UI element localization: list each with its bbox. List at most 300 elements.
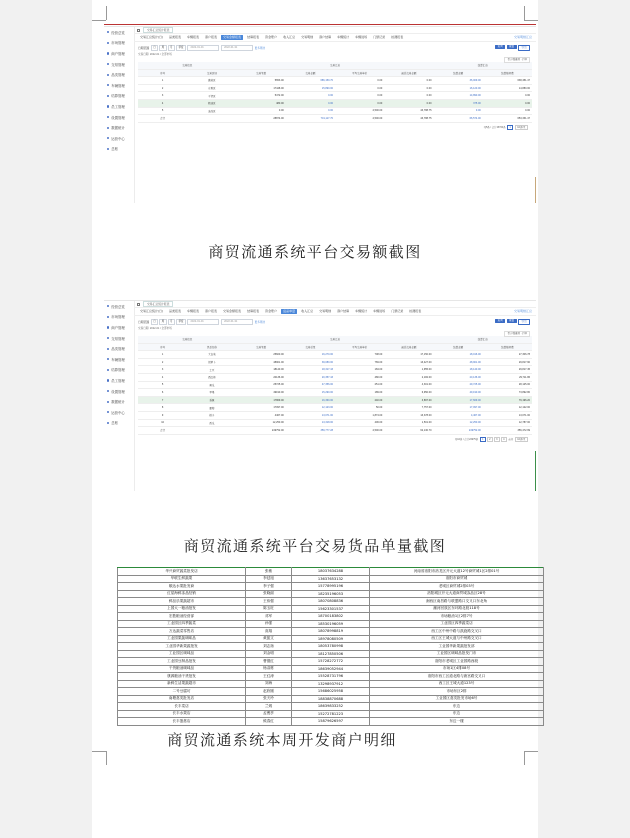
report-tab-11[interactable]: 车辆统计 [355, 309, 368, 313]
sidebar-item[interactable] [104, 386, 134, 397]
table-cell: 0.00 [335, 77, 384, 85]
merchant-cell: 18037634288 [292, 568, 370, 576]
sidebar-item[interactable] [104, 301, 134, 312]
merchant-cell: 西工区王城大道与中州路交叉口 [370, 635, 544, 643]
merchant-cell: 市场1区4排08号 [370, 665, 544, 673]
sidebar-item[interactable] [104, 365, 134, 376]
report-tab[interactable]: 交易汇总统计报表 [143, 301, 173, 308]
sidebar-item-label: 交易管理 [111, 62, 125, 67]
merchant-cell: 工业园果蔬调味品 [118, 635, 246, 643]
merchant-cell: 王红涛 [246, 673, 292, 681]
table-cell: 480.00 [335, 373, 384, 381]
home-icon[interactable] [137, 29, 140, 32]
table-cell: 39,080.00 [286, 358, 335, 366]
merchant-cell: 工业园区禽类批发市场6号 [370, 695, 544, 703]
merchant-cell: 瀍河回族区东环路北段118号 [370, 605, 544, 613]
table-cell: 4,500.00 [335, 427, 384, 435]
caption-trade-amount: 商贸流通系统平台交易额截图 [208, 243, 422, 261]
sidebar-item-label: 商户管理 [111, 51, 125, 56]
merchant-cell: 长丰水果店 [118, 710, 246, 718]
merchant-cell: 河南省洛阳市洛龙区开元大道12号商贸城1区2排01号 [370, 568, 544, 576]
report-tab-12[interactable]: 门禁记录 [373, 35, 386, 39]
table-cell: 20,136.00 [434, 373, 483, 381]
merchant-row [118, 665, 544, 673]
table-cell: 冻品区 [187, 107, 236, 115]
sidebar-item[interactable] [104, 38, 134, 49]
report-tab-9[interactable]: 商户结算 [319, 35, 332, 39]
table-cell: 13,071.00 [483, 411, 532, 419]
report-tab-1[interactable]: 品类报表 [169, 35, 182, 39]
table-cell: 240.00 [335, 396, 384, 404]
merchant-cell: 张天玲 [246, 695, 292, 703]
report-tab-13[interactable]: 门禁记录 [391, 309, 404, 313]
goto-label: 前往 [508, 438, 514, 442]
menu-dot-icon [107, 52, 109, 54]
table-cell: 47,356.00 [286, 381, 335, 389]
report-tab-13[interactable]: 检测报表 [391, 35, 404, 39]
merchant-cell: 市场东区2排 [370, 688, 544, 696]
sidebar-item-label: 设置管理 [111, 115, 125, 120]
menu-dot-icon [107, 358, 109, 360]
merchant-cell: 18530196059 [292, 620, 370, 628]
table-row[interactable] [138, 92, 532, 100]
merchant-row [118, 688, 544, 696]
column-header: 结算金额 [434, 343, 483, 351]
table-cell: 14,890.00 [434, 92, 483, 100]
table-row[interactable] [138, 358, 532, 366]
merchant-cell: 刘金明 [246, 650, 292, 658]
detail-summary-link[interactable]: 交易明细汇总 [513, 35, 532, 39]
merchant-cell: 新鲜生活果蔬超市 [118, 680, 246, 688]
sidebar-item[interactable] [104, 144, 134, 155]
column-header: 平均交易单价 [335, 343, 384, 351]
sidebar-item-label: 经营总览 [111, 304, 125, 309]
merchant-row [118, 635, 544, 643]
merchant-cell: 洛阳市老城区工业园路西段 [370, 658, 544, 666]
period-chip[interactable]: 季度 [176, 45, 186, 51]
sidebar-item[interactable] [104, 312, 134, 323]
merchant-cell: 工业园区调味品 [118, 650, 246, 658]
sidebar-item[interactable] [104, 122, 134, 133]
table-cell: 29,817.45 [483, 366, 532, 374]
report-nav [134, 34, 536, 42]
table-cell: 西红柿 [187, 373, 236, 381]
sidebar-item-label: 交易管理 [111, 336, 125, 341]
table-cell: 16,120.00 [434, 84, 483, 92]
merchant-cell: 18235196053 [292, 590, 370, 598]
column-header: 最高交易金额 [384, 343, 433, 351]
merchant-cell: 洛阳市西工区道北路与唐宫路交叉口 [370, 673, 544, 681]
export-button[interactable]: 导出 [518, 319, 530, 325]
main-panel [134, 27, 536, 203]
report-tab-3[interactable]: 商户报表 [205, 309, 218, 313]
table-cell: 5 [138, 381, 187, 389]
table-cell: 0.00 [483, 92, 532, 100]
merchant-cell: 刘志扬 [246, 643, 292, 651]
sidebar-item[interactable] [104, 91, 134, 102]
table-row[interactable] [138, 107, 532, 115]
merchant-row [118, 695, 544, 703]
date-to-input[interactable]: 2022-01-31 [221, 319, 253, 325]
crop-mark-top-left-v [106, 6, 107, 20]
page-button[interactable]: 3 [494, 437, 500, 442]
menu-dot-icon [107, 127, 109, 129]
table-cell: 6,950.00 [384, 389, 433, 397]
pagination-total: 共10条 / 合计24975条 [454, 438, 479, 442]
report-tab-2[interactable]: 车辆报表 [187, 309, 200, 313]
table-cell: 28,125.00 [483, 381, 532, 389]
merchant-cell: 18127850506 [292, 650, 370, 658]
table-cell: 66,574.00 [434, 115, 483, 123]
column-header: 结算服务费 [483, 343, 532, 351]
period-chip[interactable]: 日 [151, 45, 158, 51]
period-chip[interactable]: 周 [159, 45, 166, 51]
merchant-cell: 15623301537 [292, 605, 370, 613]
table-cell: 20136.00 [237, 373, 286, 381]
merchant-cell: 刘海 [246, 680, 292, 688]
sidebar-item-label: 品类管理 [111, 73, 125, 78]
merchant-cell: 15778995196 [292, 583, 370, 591]
merchant-cell: 长丰菜店 [118, 703, 246, 711]
table-cell: 36,009.00 [434, 77, 483, 85]
merchant-cell: 王伟强 [246, 598, 292, 606]
query-summary: 交易日期: 2022-01 / 全部市场 [138, 53, 172, 56]
column-header: 结算金额 [434, 69, 483, 77]
report-tab-3[interactable]: 商户报表 [205, 35, 218, 39]
column-header: 序号 [138, 69, 187, 77]
more-filters-link[interactable]: 更多筛选 [254, 321, 266, 324]
more-filters-link[interactable]: 更多筛选 [254, 47, 266, 50]
period-chip[interactable]: 月 [168, 319, 175, 325]
merchant-cell: 黄振文 [246, 635, 292, 643]
merchant-cell: 杨双栋 [246, 665, 292, 673]
merchant-cell: 赵欣刚 [246, 688, 292, 696]
table-cell: 1,874.00 [335, 411, 384, 419]
report-tab-2[interactable]: 车辆报表 [187, 35, 200, 39]
table-cell [187, 427, 236, 435]
report-tab-7[interactable]: 货品单量 [283, 309, 296, 313]
merchant-cell: 曹德红 [246, 658, 292, 666]
merchant-row [118, 628, 544, 636]
date-from-input[interactable]: 2022-01-01 [187, 319, 219, 325]
export-button[interactable]: 导出 [518, 45, 530, 51]
menu-dot-icon [107, 369, 109, 371]
table-cell: 249752.00 [434, 427, 483, 435]
merchant-row [118, 568, 544, 576]
merchant-cell: 上园大一粮油批发 [118, 605, 246, 613]
period-chip[interactable]: 日 [151, 319, 158, 325]
table-cell: 20,357.43 [286, 373, 335, 381]
table-row[interactable] [138, 366, 532, 374]
merchant-cell: 顺达水果批发商 [118, 583, 246, 591]
merchant-cell: 华兴商贸蔬菜批发店 [118, 568, 246, 576]
table-row[interactable] [138, 411, 532, 419]
table-cell: 25820.00 [237, 351, 286, 359]
date-range-label: 日期范围 [138, 320, 150, 324]
table-cell: 375.00 [434, 99, 483, 107]
report-tab-10[interactable]: 车辆统计 [337, 35, 350, 39]
menu-dot-icon [107, 31, 109, 33]
table-cell: 406.00 [335, 419, 384, 427]
table-cell: 葡萄 [187, 404, 236, 412]
merchant-cell: 华联生鲜蔬果 [118, 575, 246, 583]
table-cell: 73,892.80 [483, 389, 532, 397]
merchant-row [118, 613, 544, 621]
table-cell: 49190.00 [237, 389, 286, 397]
merchant-row [118, 583, 544, 591]
table-cell: 686,150.70 [286, 77, 335, 85]
sidebar-item[interactable] [104, 112, 134, 123]
page-button[interactable]: 2 [487, 437, 493, 442]
table-cell: 249752.00 [237, 427, 286, 435]
sidebar-item[interactable] [104, 101, 134, 112]
report-tab[interactable]: 交易汇总统计报表 [143, 27, 173, 34]
table-row[interactable] [138, 419, 532, 427]
sidebar-item[interactable] [104, 59, 134, 70]
sidebar-item[interactable] [104, 407, 134, 418]
home-icon[interactable] [137, 303, 140, 306]
report-tab-9[interactable]: 交易明细 [319, 309, 332, 313]
merchant-cell: 洛阳市商贸城 [370, 575, 544, 583]
date-to-input[interactable]: 2022-01-31 [221, 45, 253, 51]
table-cell: 0.00 [483, 107, 532, 115]
table-cell: 480.00 [237, 99, 286, 107]
report-tab-7[interactable]: 收入汇总 [283, 35, 296, 39]
period-chip[interactable]: 周 [159, 319, 166, 325]
period-chip[interactable]: 季度 [176, 319, 186, 325]
merchant-cell: 陈玉旺 [246, 605, 292, 613]
table-cell: 4,467.00 [434, 411, 483, 419]
report-tab-12[interactable]: 车辆进场 [373, 309, 386, 313]
report-tab-5[interactable]: 结算报表 [247, 309, 260, 313]
page-button[interactable]: 4 [501, 437, 507, 442]
merchant-cell: 东边一楼 [370, 718, 544, 726]
sidebar-item-label: 结算管理 [111, 94, 125, 99]
table-cell: 708.00 [335, 351, 384, 359]
table-cell: 3 [138, 92, 187, 100]
report-tab-5[interactable]: 结算报表 [247, 35, 260, 39]
table-cell: 9 [138, 411, 187, 419]
sidebar-item[interactable] [104, 375, 134, 386]
table-cell: 8 [138, 404, 187, 412]
report-tab-4[interactable]: 交易金额报表 [223, 309, 242, 313]
sidebar-item[interactable] [104, 80, 134, 91]
column-header: 交易区域 [187, 69, 236, 77]
sidebar-item[interactable] [104, 418, 134, 429]
table-row[interactable] [138, 351, 532, 359]
sidebar-item-label: 设置管理 [111, 389, 125, 394]
table-cell: 0.00 [384, 77, 433, 85]
table-cell: 18,016.00 [434, 351, 483, 359]
screenshot-trade-amount [104, 26, 536, 203]
merchant-cell: 18078998819 [292, 628, 370, 636]
filter-bar [134, 44, 536, 52]
merchant-cell: 18070808836 [292, 598, 370, 606]
table-cell: 638,451.47 [483, 77, 532, 85]
report-tab-6[interactable]: 资金账户 [265, 35, 278, 39]
table-cell: 4,500.00 [335, 115, 384, 123]
sidebar-item-label: 运营中心 [111, 410, 125, 415]
table-cell: 黄瓜 [187, 381, 236, 389]
table-cell: 5 [138, 107, 187, 115]
column-header: 交易重量 [286, 343, 335, 351]
table-cell: 5653.00 [237, 77, 286, 85]
title-bar [134, 27, 536, 34]
table-row[interactable] [138, 84, 532, 92]
report-tab-6[interactable]: 资金账户 [265, 309, 278, 313]
page-size-select[interactable]: 10条/页 [515, 125, 528, 130]
table-row[interactable] [138, 115, 532, 123]
table-cell: 0.00 [384, 92, 433, 100]
table-cell: 0.00 [384, 84, 433, 92]
search-button[interactable]: 查询 [495, 45, 505, 49]
search-button[interactable]: 查询 [495, 319, 505, 323]
table-cell: 653,331.47 [483, 115, 532, 123]
page-1-button[interactable]: 1 [507, 125, 513, 130]
sidebar-item[interactable] [104, 48, 134, 59]
report-tab-0[interactable]: 交易汇总统计(日) [140, 309, 163, 313]
report-tab-4[interactable]: 交易金额报表 [223, 35, 242, 39]
table-cell: 12,122.00 [483, 404, 532, 412]
table-cell: 土豆 [187, 366, 236, 374]
table-cell: 4 [138, 99, 187, 107]
table-cell: 1 [138, 77, 187, 85]
table-cell: 29,817.90 [483, 358, 532, 366]
menu-dot-icon [107, 95, 109, 97]
sidebar-item[interactable] [104, 322, 134, 333]
sidebar-item[interactable] [104, 354, 134, 365]
table-cell: 0.00 [384, 99, 433, 107]
column-header: 最高交易金额 [384, 69, 433, 77]
table-row[interactable] [138, 373, 532, 381]
trade-amount-table [138, 62, 532, 123]
merchant-row [118, 643, 544, 651]
merchant-cell: 工业园区四季蔬菜 [118, 620, 246, 628]
report-tab-14[interactable]: 检测报表 [409, 309, 422, 313]
merchant-cell: 东边 [370, 703, 544, 711]
period-chip[interactable]: 月 [168, 45, 175, 51]
table-cell: 43,788.75 [384, 115, 433, 123]
menu-dot-icon [107, 305, 109, 307]
table-cell: 16,360.00 [286, 396, 335, 404]
table-cell: 27,306.78 [483, 351, 532, 359]
merchant-row [118, 620, 544, 628]
table-cell: 橙子 [187, 411, 236, 419]
merchant-row [118, 703, 544, 711]
crop-mark-top-left [92, 20, 106, 21]
table-cell: 0.00 [483, 99, 532, 107]
menu-dot-icon [107, 422, 109, 424]
report-tab-8[interactable]: 收入汇总 [301, 309, 314, 313]
table-cell: 1,955.00 [384, 366, 433, 374]
merchant-cell: 二号豆腐坊 [118, 688, 246, 696]
sidebar-item-label: 总账 [111, 421, 118, 426]
reset-button[interactable]: 重置 [507, 319, 517, 323]
table-cell: 5472.00 [237, 92, 286, 100]
page-button[interactable]: 1 [480, 437, 486, 442]
merchant-cell: 李子强 [246, 583, 292, 591]
sidebar-item-label: 员工管理 [111, 378, 125, 383]
merchant-cell: 市场粮油1区2排7号 [370, 613, 544, 621]
sidebar-item[interactable] [104, 333, 134, 344]
table-row[interactable] [138, 427, 532, 435]
table-cell: 17,097.00 [434, 404, 483, 412]
page-size-select[interactable]: 10条/页 [515, 437, 528, 442]
table-row[interactable] [138, 99, 532, 107]
report-tab-10[interactable]: 商户结算 [337, 309, 350, 313]
table-cell: 48,901.00 [434, 358, 483, 366]
report-tab-1[interactable]: 品类报表 [169, 309, 182, 313]
merchant-cell: 长丰蛋禽店 [118, 718, 246, 726]
reset-button[interactable]: 重置 [507, 45, 517, 49]
merchant-row [118, 673, 544, 681]
merchant-cell: 鲜品乐果蔬超市 [118, 598, 246, 606]
table-cell: 18140.00 [237, 366, 286, 374]
sidebar-item-label: 数据统计 [111, 400, 125, 405]
column-toggle-link[interactable]: 显示/隐藏列 · 打印 [504, 331, 530, 337]
merchant-row [118, 658, 544, 666]
table-row[interactable] [138, 381, 532, 389]
table-row[interactable] [138, 389, 532, 397]
pagination [134, 437, 536, 442]
merchant-cell: 工业园华新果蔬批发部 [370, 643, 544, 651]
table-cell: 2 [138, 358, 187, 366]
merchant-cell: 15686025958 [292, 688, 370, 696]
report-tab-8[interactable]: 交易明细 [301, 35, 314, 39]
sidebar-item[interactable] [104, 343, 134, 354]
sidebar-item[interactable] [104, 69, 134, 80]
report-tab-0[interactable]: 交易汇总统计(日) [140, 35, 163, 39]
sidebar-item-label: 品类管理 [111, 347, 125, 352]
sidebar-item[interactable] [104, 396, 134, 407]
menu-dot-icon [107, 74, 109, 76]
table-row[interactable] [138, 77, 532, 85]
table-cell: 胡萝卜 [187, 358, 236, 366]
table-cell: 香蕉 [187, 396, 236, 404]
merchant-cell: 老城区商贸城2排03号 [370, 583, 544, 591]
table-row[interactable] [138, 396, 532, 404]
menu-dot-icon [107, 316, 109, 318]
filter-bar [134, 318, 536, 326]
table-cell: 7 [138, 396, 187, 404]
table-cell: 79,196.20 [483, 396, 532, 404]
menu-dot-icon [107, 337, 109, 339]
column-toggle-link[interactable]: 显示/隐藏列 · 打印 [504, 57, 530, 63]
scrollbar[interactable] [535, 177, 537, 203]
sidebar-item[interactable] [104, 133, 134, 144]
scrollbar[interactable] [535, 451, 537, 491]
merchant-cell: 15272781223 [292, 710, 370, 718]
table-cell: 2 [138, 84, 187, 92]
merchant-cell: 孙强 [246, 620, 292, 628]
merchant-cell: 邓军 [246, 613, 292, 621]
table-cell: 0.00 [335, 99, 384, 107]
crop-mark-bottom-right-v [524, 751, 525, 765]
report-tab-11[interactable]: 车辆进场 [355, 35, 368, 39]
table-cell: 184.00 [335, 366, 384, 374]
crop-mark-bottom-left [92, 751, 106, 752]
sidebar-item-label: 数据统计 [111, 126, 125, 131]
table-cell: 15,290.00 [286, 389, 335, 397]
table-row[interactable] [138, 404, 532, 412]
group-header: 交易汇总 [237, 336, 434, 343]
detail-summary-link[interactable]: 交易明细汇总 [513, 309, 532, 313]
merchant-cell: 东边 [370, 710, 544, 718]
sidebar-item-label: 结算管理 [111, 368, 125, 373]
table-cell: 4467.00 [237, 411, 286, 419]
sidebar-item[interactable] [104, 27, 134, 38]
date-from-input[interactable]: 2022-01-01 [187, 45, 219, 51]
